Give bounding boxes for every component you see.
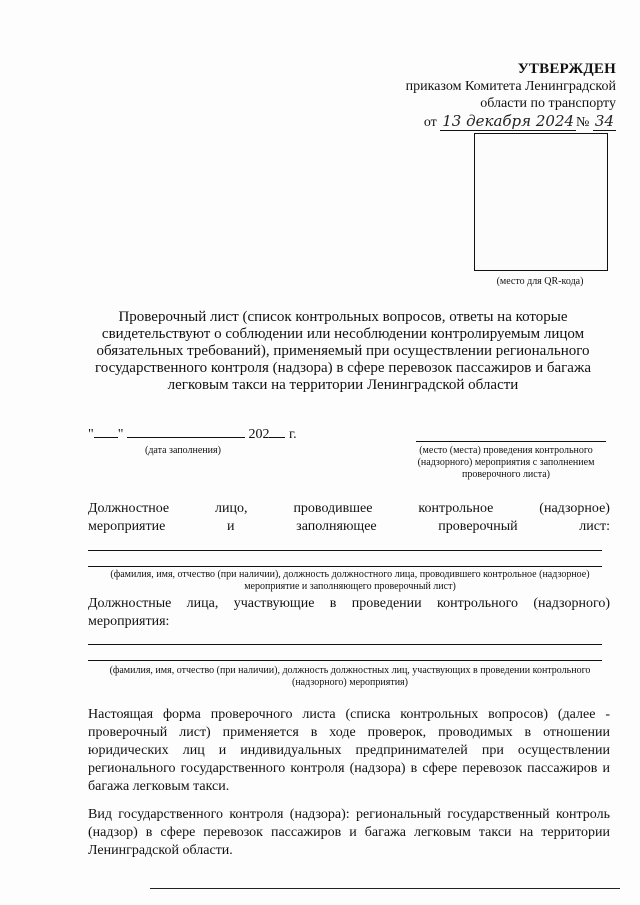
date-row — [88, 427, 297, 443]
place-line — [416, 441, 606, 442]
date-year-prefix: 202 — [248, 427, 270, 442]
official-word: (надзорное) — [539, 501, 610, 516]
official-person-label — [88, 500, 610, 536]
date-year-suffix: г. — [288, 427, 297, 442]
approval-line-1: приказом Комитета Ленинградской — [405, 79, 616, 94]
date-close-quote: " — [117, 427, 124, 442]
approval-line-2: области по транспорту — [480, 96, 616, 111]
official-word: заполняющее — [296, 519, 377, 534]
approval-block — [376, 60, 616, 132]
official-fill-line-2 — [88, 566, 602, 567]
official-row-2 — [88, 518, 610, 536]
place-caption: (место (места) проведения контрольного (надзорного) мероприятия с заполнением проверочного листа) — [417, 445, 595, 480]
official-caption: (фамилия, имя, отчество (при наличии), должность должностного лица, проводившего контрольное (надзорное) мероприятие и заполняющего проверочный лист) — [110, 569, 590, 592]
document-title: Проверочный лист (список контрольных вопросов, ответы на которые свидетельствуют о соблюдении или несоблюдении контролируемым лицом обязательных требований), применяемый при осуществлении регионального государственного контроля (надзора) в сфере перевозок пассажиров и багажа легковым такси на территории Ленинградской области — [95, 309, 591, 393]
approval-date-row — [376, 112, 616, 132]
official-fill-line-1 — [88, 550, 602, 551]
date-month-blank — [127, 437, 245, 438]
paragraph-scope: Настоящая форма проверочного листа (списка контрольных вопросов) (далее - проверочный лист) применяется в ходе проверок, проводимых в отношении юридических лиц и индивидуальных предпринимателей при осуществлении регионального государственного контроля (надзора) в сфере перевозок пассажиров и багажа легковым такси. — [88, 707, 610, 794]
participants-fill-line-1 — [88, 644, 602, 645]
date-caption: (дата заполнения) — [145, 445, 221, 456]
official-word: мероприятие — [88, 519, 166, 534]
participants-caption: (фамилия, имя, отчество (при наличии), должность должностных лиц, участвующих в проведении контрольного (надзорного) мероприятия) — [109, 665, 591, 688]
official-word: лицо, — [215, 501, 248, 516]
qr-caption: (место для QR-кода) — [496, 276, 584, 287]
participants-label: Должностные лица, участвующие в проведении контрольного (надзорного) мероприятия: — [88, 596, 610, 629]
date-year-blank — [269, 437, 285, 438]
official-word: проверочный — [438, 519, 518, 534]
approval-number-symbol: № — [576, 115, 590, 130]
approval-date-handwritten: 13 декабря 2024 — [442, 112, 575, 130]
official-row-1 — [88, 500, 610, 518]
approval-title: УТВЕРЖДЕН — [517, 61, 616, 77]
official-word: контрольное — [418, 501, 494, 516]
qr-code-placeholder — [474, 133, 608, 271]
participants-fill-line-2 — [88, 660, 602, 661]
bottom-divider — [150, 888, 620, 889]
official-word: лист: — [579, 519, 610, 534]
approval-date-prefix: от — [423, 115, 437, 130]
date-open-quote: " — [88, 427, 94, 442]
approval-number-handwritten: 34 — [594, 112, 614, 130]
paragraph-control-type: Вид государственного контроля (надзора): региональный государственный контроль (надзор) в сфере перевозок пассажиров и багажа легковым такси на территории Ленинградской области. — [88, 807, 610, 858]
official-word: Должностное — [88, 501, 170, 516]
date-day-blank — [94, 437, 118, 438]
official-word: проводившее — [293, 501, 373, 516]
official-word: и — [227, 519, 235, 534]
